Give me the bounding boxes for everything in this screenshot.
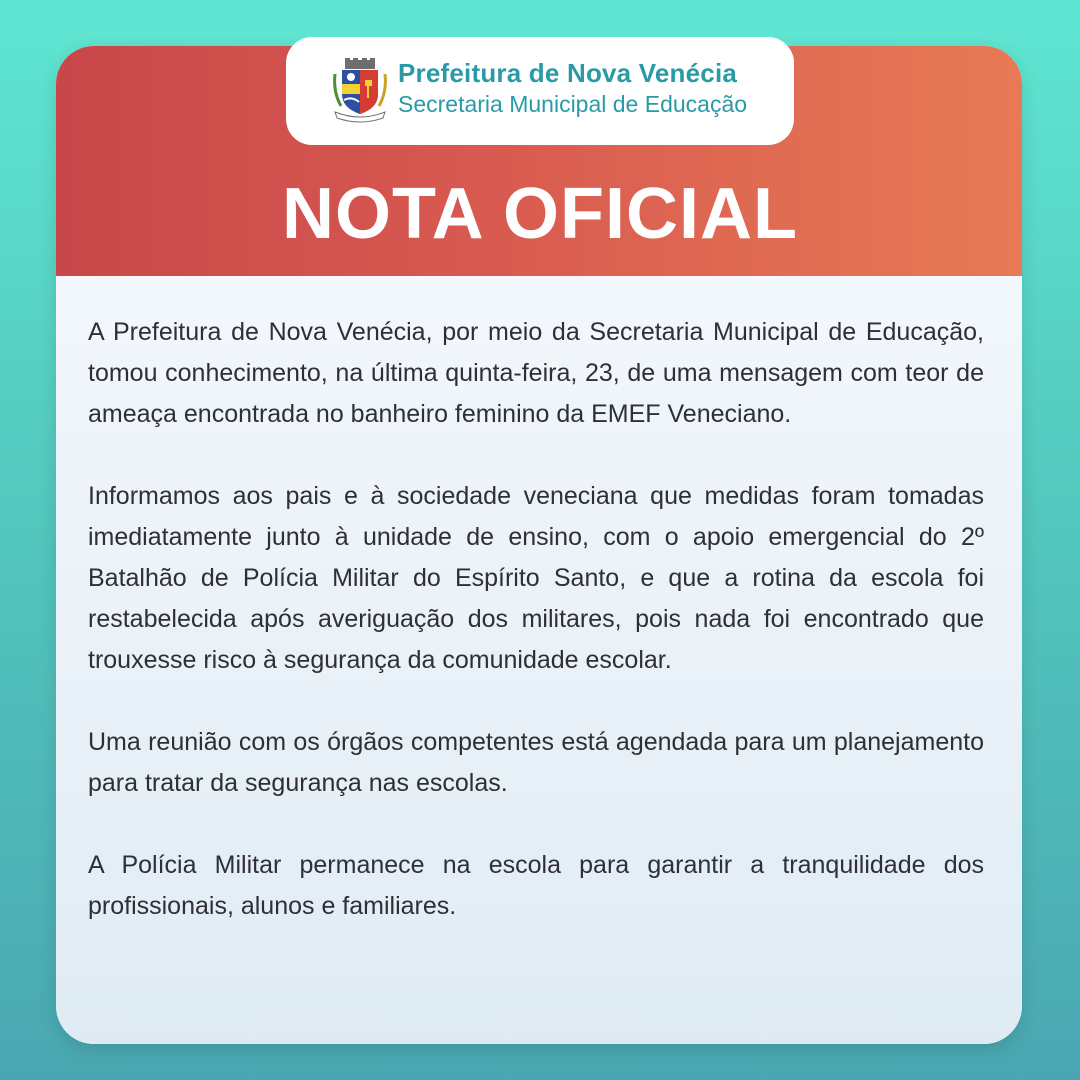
- municipal-crest-icon: [331, 58, 389, 124]
- org-title: Prefeitura de Nova Venécia: [398, 58, 738, 88]
- page-title: NOTA OFICIAL: [282, 174, 798, 254]
- notice-paragraph: A Prefeitura de Nova Venécia, por meio da Secretaria Municipal de Educação, tomou conhecimento, na última quinta-feira, 23, de uma mensagem com teor de ameaça encontrada no banheiro feminino da EMEF Veneciano.: [88, 318, 984, 428]
- notice-paragraph: Uma reunião com os órgãos competentes está agendada para um planejamento para tratar da segurança nas escolas.: [88, 728, 984, 797]
- notice-paragraph: Informamos aos pais e à sociedade veneciana que medidas foram tomadas imediatamente junto à unidade de ensino, com o apoio emergencial do 2º Batalhão de Polícia Militar do Espírito Santo, e que a rotina da escola foi restabelecida após averiguação dos militares, pois nada foi encontrado que trouxesse risco à segurança da comunidade escolar.: [88, 482, 984, 674]
- notice-body: [88, 312, 984, 927]
- org-subtitle: Secretaria Municipal de Educação: [398, 91, 748, 117]
- notice-paragraph: A Polícia Militar permanece na escola para garantir a tranquilidade dos profissionais, alunos e familiares.: [88, 851, 984, 920]
